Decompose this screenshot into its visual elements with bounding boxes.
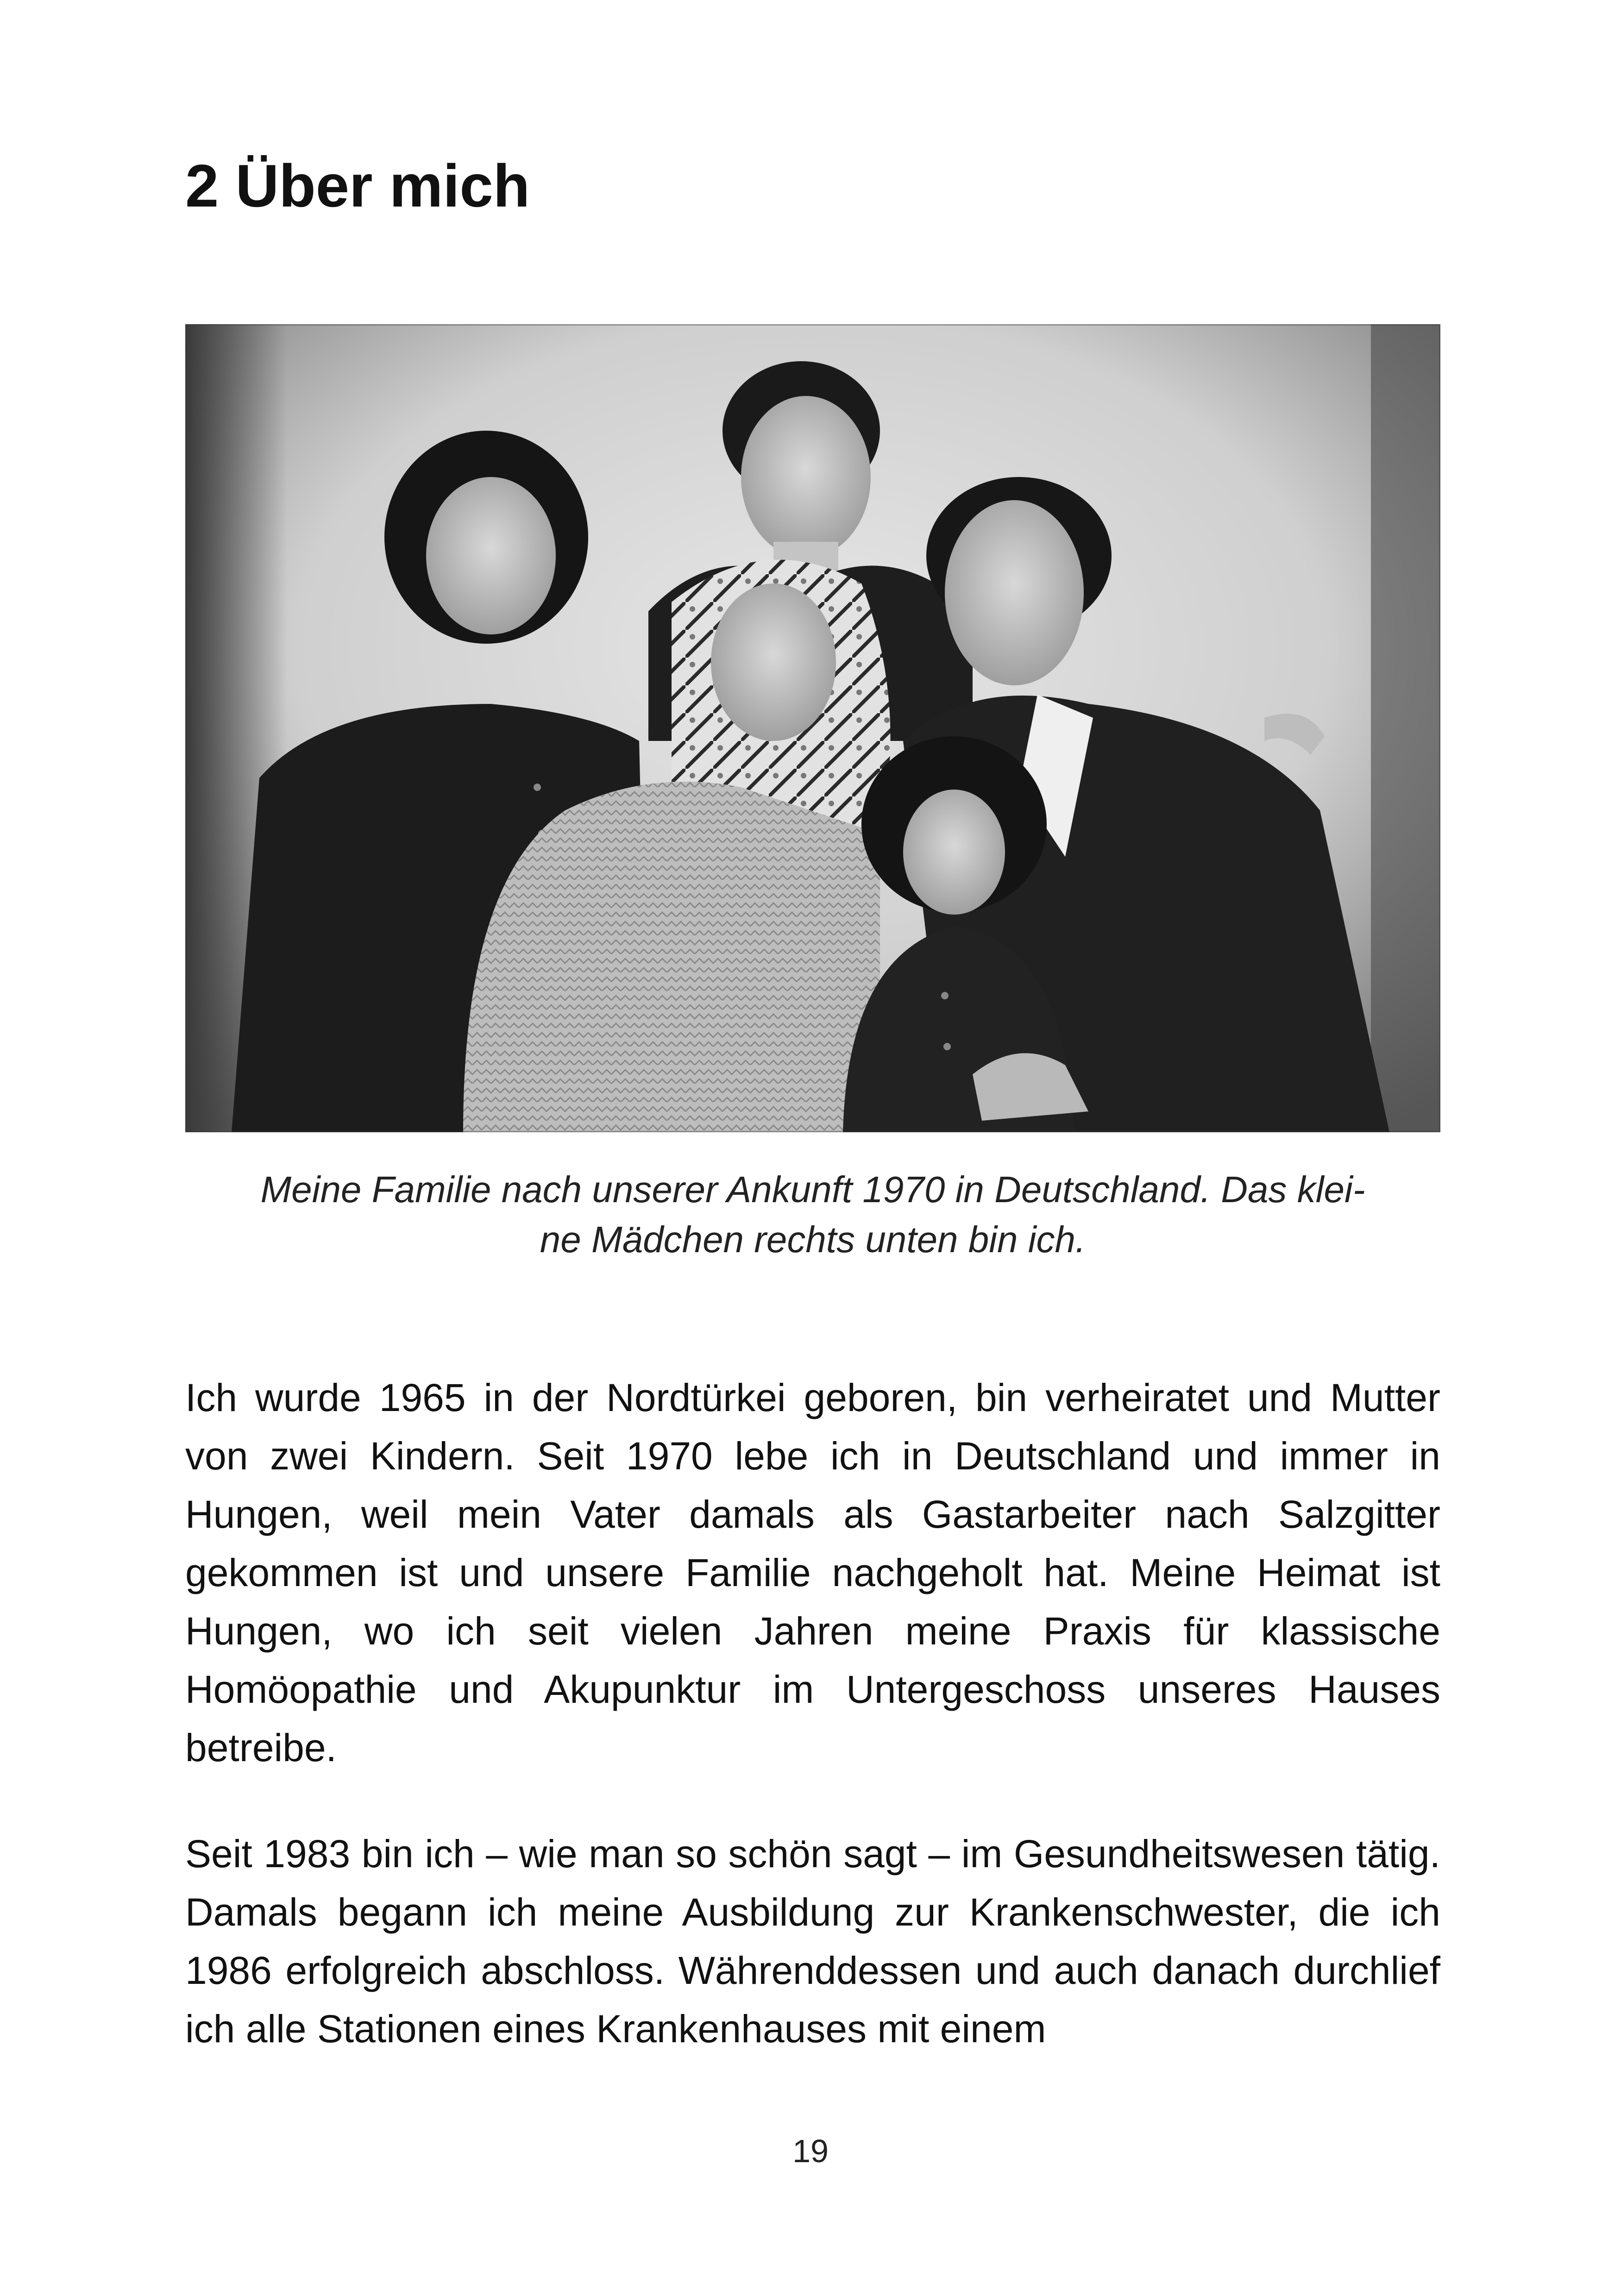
caption-line-1: Meine Familie nach unserer Ankunft 1970 in Deutschland. Das klei- [260,1169,1365,1210]
paragraph-1: Ich wurde 1965 in der Nordtürkei geboren, bin verheiratet und Mutter von zwei Kindern. Seit 1970 lebe ich in Deutschland und immer in Hungen, weil mein Vater damals als Gastarbeiter nach Salzgitter gekommen ist und unsere Familie nachgeholt hat. Meine Heimat ist Hungen, wo ich seit vielen Jahren meine Praxis für klassische Homöopathie und Akupunktur im Untergeschoss unseres Hauses betreibe. [185,1376,1440,1769]
photo-caption [185,1165,1440,1265]
family-photo [185,324,1440,1132]
chapter-title: 2 Über mich [185,152,530,220]
page-number: 19 [792,2133,829,2169]
paragraph-2: Seit 1983 bin ich – wie man so schön sagt – im Gesundheitswesen tätig. Damals begann ich meine Ausbildung zur Krankenschwester, die ich 1986 erfolgreich abschloss. Währenddessen und auch danach durchlief ich alle Stationen eines Krankenhauses mit einem [185,1832,1440,2051]
caption-line-2: ne Mädchen rechts unten bin ich. [540,1219,1086,1260]
family-photo-image [185,324,1440,1132]
